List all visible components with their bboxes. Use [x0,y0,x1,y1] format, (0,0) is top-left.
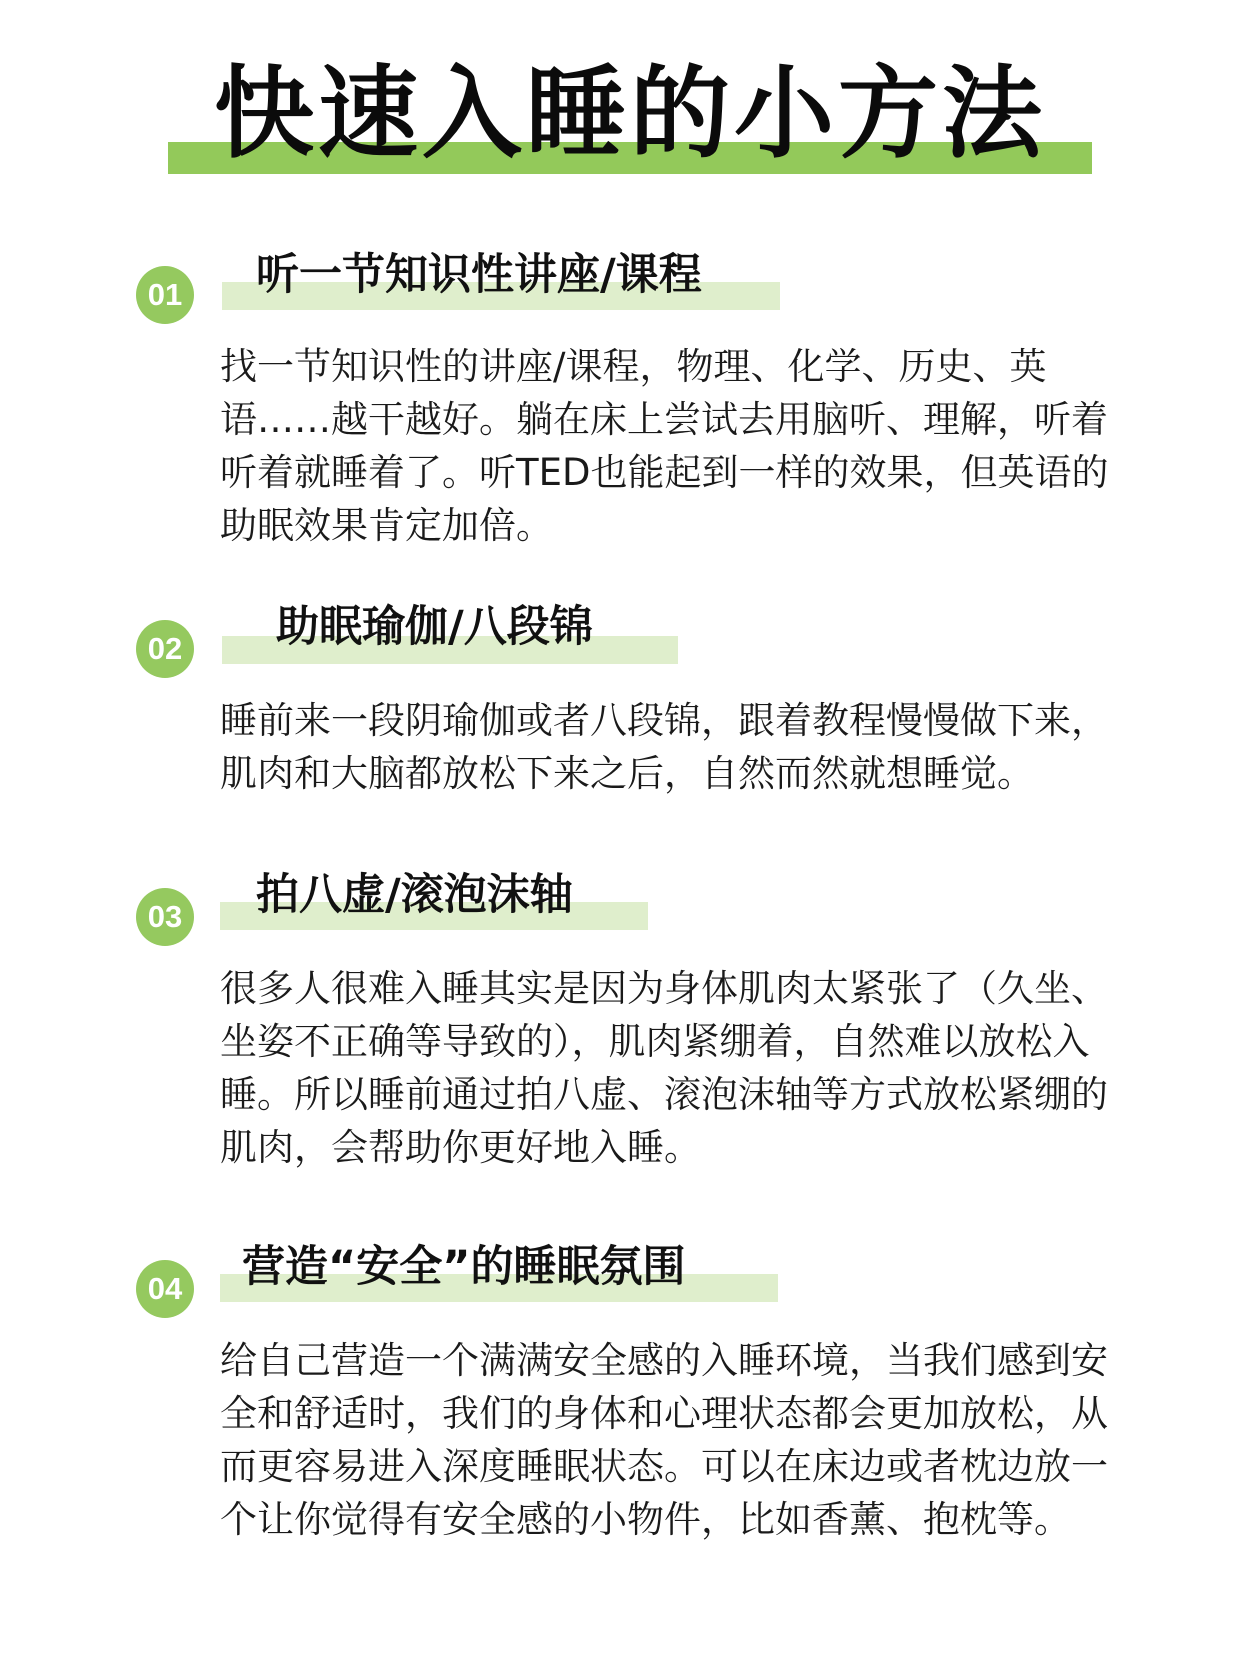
section-body: 找一节知识性的讲座/课程，物理、化学、历史、英语……越干越好。躺在床上尝试去用脑听、理解，听着听着就睡着了。听TED也能起到一样的效果，但英语的助眠效果肯定加倍。 [220,345,1109,547]
section-number-badge: 01 [136,266,194,324]
section-number-badge: 04 [136,1260,194,1318]
section-heading: 助眠瑜伽/八段锦 [276,602,593,652]
title-area [0,0,1242,200]
page-title: 快速入睡的小方法 [214,55,1046,172]
section-body: 很多人很难入睡其实是因为身体肌肉太紧张了（久坐、坐姿不正确等导致的），肌肉紧绷着，自然难以放松入睡。所以睡前通过拍八虚、滚泡沫轴等方式放松紧绷的肌肉，会帮助你更好地入睡。 [220,967,1108,1169]
section-heading: 听一节知识性讲座/课程 [256,250,702,300]
section-number-badge: 02 [136,620,194,678]
section-body: 睡前来一段阴瑜伽或者八段锦，跟着教程慢慢做下来，肌肉和大脑都放松下来之后，自然而然就想睡觉。 [220,699,1108,795]
section-heading: 拍八虚/滚泡沫轴 [256,870,573,920]
section-body: 给自己营造一个满满安全感的入睡环境，当我们感到安全和舒适时，我们的身体和心理状态都会更加放松，从而更容易进入深度睡眠状态。可以在床边或者枕边放一个让你觉得有安全感的小物件，比如香薰、抱枕等。 [220,1339,1108,1541]
section-heading: 营造“安全”的睡眠氛围 [242,1242,686,1292]
section-number-badge: 03 [136,888,194,946]
